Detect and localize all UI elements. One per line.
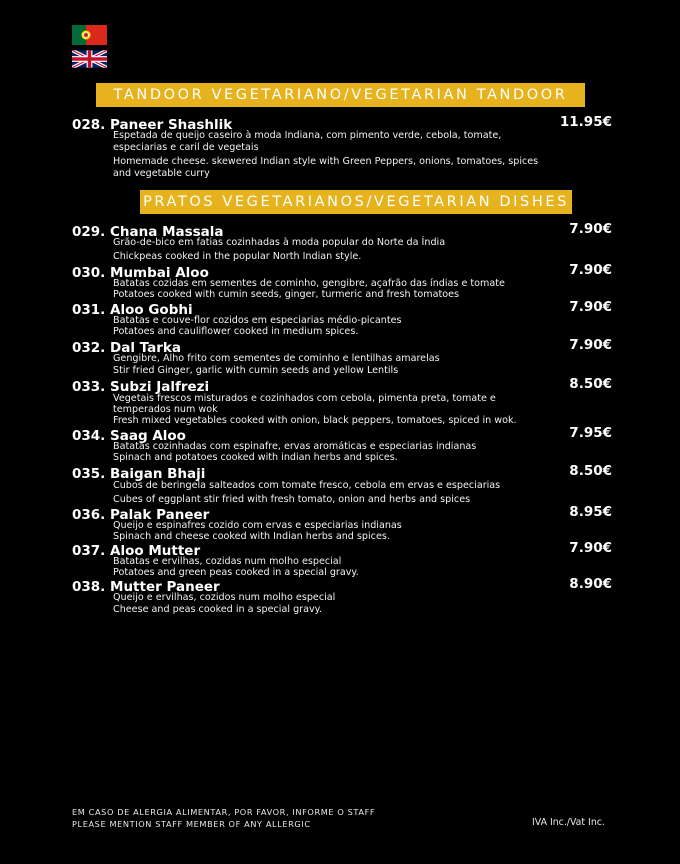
item-price: 8.90€ — [569, 576, 612, 592]
item-price: 11.95€ — [559, 114, 612, 130]
item-description-en: Potatoes cooked with cumin seeds, ginger, turmeric and fresh tomatoes — [113, 289, 459, 300]
uk-flag-icon[interactable] — [72, 49, 107, 69]
portugal-flag-icon[interactable] — [72, 25, 107, 45]
menu-item — [72, 463, 612, 506]
item-name: 028. Paneer Shashlik — [72, 117, 233, 133]
item-price: 8.50€ — [569, 463, 612, 479]
item-price: 7.90€ — [569, 262, 612, 278]
item-description-pt: Batatas cozidas em sementes de cominho, gengibre, açafrão das índias e tomate — [113, 278, 505, 289]
item-description-pt: Batatas e ervilhas, cozidas num molho especial — [113, 556, 342, 567]
item-description-en: Homemade cheese. skewered Indian style with Green Peppers, onions, tomatoes, spices and vegetable curry — [113, 156, 539, 179]
item-name: 034. Saag Aloo — [72, 428, 186, 444]
item-description-en: Spinach and cheese cooked with Indian herbs and spices. — [113, 531, 390, 542]
section-banner-vegetarian-tandoor: TANDOOR VEGETARIANO/VEGETARIAN TANDOOR — [96, 83, 585, 107]
menu-item — [72, 299, 612, 337]
item-name: 035. Baigan Bhaji — [72, 466, 206, 482]
item-name: 030. Mumbai Aloo — [72, 265, 209, 281]
item-description-pt: Queijo e espinafres cozido com ervas e especiarias indianas — [113, 520, 402, 531]
allergy-notice — [72, 806, 375, 830]
menu-item — [72, 262, 612, 300]
menu-item — [72, 425, 612, 463]
item-description-pt: Queijo e ervilhas, cozidos num molho especial — [113, 592, 336, 603]
item-description-en: Potatoes and cauliflower cooked in medium spices. — [113, 326, 359, 337]
menu-item — [72, 504, 612, 542]
vat-notice: IVA Inc./Vat Inc. — [532, 817, 605, 828]
item-description-en: Chickpeas cooked in the popular North Indian style. — [113, 251, 362, 262]
section-banner-vegetarian-dishes: PRATOS VEGETARIANOS/VEGETARIAN DISHES — [140, 190, 572, 214]
item-name: 032. Dal Tarka — [72, 340, 181, 356]
item-price: 8.95€ — [569, 504, 612, 520]
menu-item — [72, 540, 612, 578]
allergy-notice-en: PLEASE MENTION STAFF MEMBER OF ANY ALLERGIC — [72, 819, 311, 829]
item-name: 029. Chana Massala — [72, 224, 224, 240]
item-description-pt: Gengibre, Alho frito com sementes de cominho e lentilhas amarelas — [113, 353, 440, 364]
item-description-en: Fresh mixed vegetables cooked with onion, black peppers, tomatoes, spiced in wok. — [113, 415, 517, 426]
item-description-pt: Vegetais frescos misturados e cozinhados com cebola, pimenta preta, tomate e temperados num wok — [113, 393, 496, 415]
item-price: 7.90€ — [569, 299, 612, 315]
item-description-pt: Cubos de beringela salteados com tomate fresco, cebola em ervas e especiarias — [113, 480, 501, 491]
item-description-pt: Grão-de-bico em fatias cozinhadas à moda popular do Norte da Índia — [113, 237, 446, 248]
item-name: 031. Aloo Gobhi — [72, 302, 193, 318]
menu-item — [72, 576, 612, 616]
item-description-en: Spinach and potatoes cooked with indian herbs and spices. — [113, 452, 398, 463]
item-description-pt: Batatas e couve-flor cozidos em especiarias médio-picantes — [113, 315, 402, 326]
item-price: 7.95€ — [569, 425, 612, 441]
item-name: 033. Subzi Jalfrezi — [72, 379, 210, 395]
item-description-en: Potatoes and green peas cooked in a special gravy. — [113, 567, 359, 578]
item-description-en: Stir fried Ginger, garlic with cumin seeds and yellow Lentils — [113, 365, 399, 376]
item-description-en: Cheese and peas cooked in a special gravy. — [113, 604, 323, 615]
item-name: 037. Aloo Mutter — [72, 543, 201, 559]
item-description-pt: Batatas cozinhadas com espinafre, ervas aromáticas e especiarias indianas — [113, 441, 477, 452]
item-description-en: Cubes of eggplant stir fried with fresh tomato, onion and herbs and spices — [113, 494, 471, 505]
item-description-pt: Espetada de queijo caseiro à moda Indiana, com pimento verde, cebola, tomate, especiarias e caril de vegetais — [113, 130, 502, 153]
menu-item — [72, 337, 612, 377]
item-price: 7.90€ — [569, 337, 612, 353]
menu-item — [72, 221, 612, 263]
allergy-notice-pt: EM CASO DE ALERGIA ALIMENTAR, POR FAVOR, INFORME O STAFF — [72, 807, 376, 817]
item-price: 8.50€ — [569, 376, 612, 392]
item-name: 036. Palak Paneer — [72, 507, 210, 523]
menu-item — [72, 376, 612, 426]
item-name: 038. Mutter Paneer — [72, 579, 220, 595]
menu-item — [72, 114, 612, 180]
item-price: 7.90€ — [569, 221, 612, 237]
item-price: 7.90€ — [569, 540, 612, 556]
